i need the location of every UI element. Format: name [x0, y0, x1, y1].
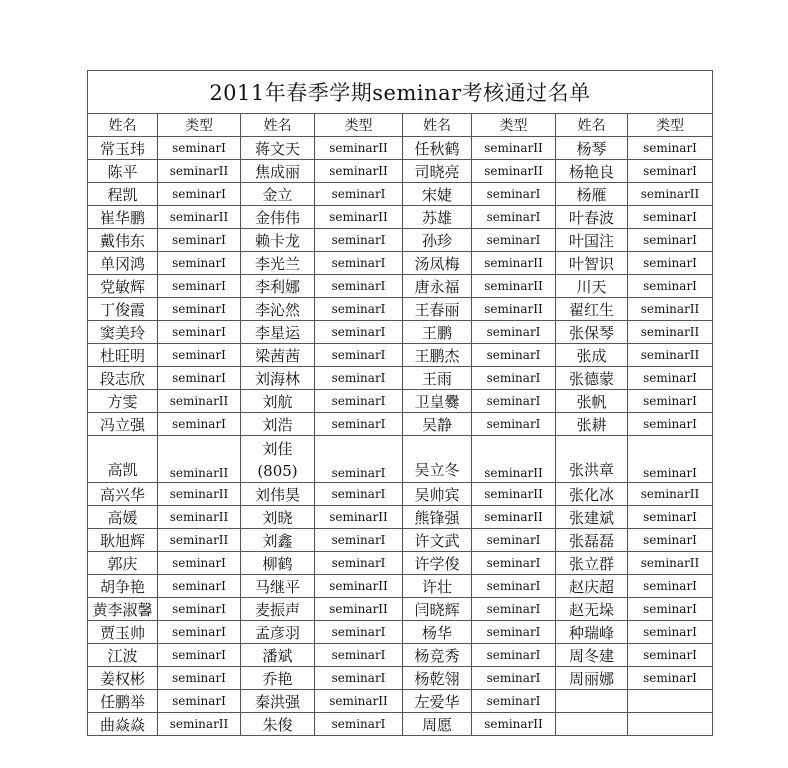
type-cell: seminarI [628, 598, 713, 621]
table-row [88, 621, 713, 644]
name-cell: 翟红生 [556, 298, 628, 321]
type-cell: seminarI [472, 667, 556, 690]
name-cell: 王雨 [403, 367, 472, 390]
name-cell: 吴静 [403, 413, 472, 436]
type-cell: seminarII [628, 321, 713, 344]
table-row [88, 275, 713, 298]
name-cell: 杨琴 [556, 137, 628, 160]
name-cell: 刘鑫 [241, 529, 315, 552]
table-row [88, 529, 713, 552]
type-cell: seminarI [315, 344, 403, 367]
type-cell: seminarI [315, 621, 403, 644]
name-cell: 姜权彬 [88, 667, 158, 690]
table-row [88, 390, 713, 413]
type-cell: seminarI [315, 644, 403, 667]
name-cell: 窦美玲 [88, 321, 158, 344]
name-cell: 朱俊 [241, 713, 315, 736]
header-name-2: 姓名 [241, 114, 315, 137]
table-row [88, 344, 713, 367]
name-cell: 乔艳 [241, 667, 315, 690]
type-cell: seminarI [628, 275, 713, 298]
name-cell: 王鹏杰 [403, 344, 472, 367]
name-cell: 张磊磊 [556, 529, 628, 552]
name-cell: 杨雁 [556, 183, 628, 206]
name-cell: 高兴华 [88, 483, 158, 506]
table-row [88, 206, 713, 229]
type-cell: seminarI [628, 529, 713, 552]
type-cell: seminarI [158, 621, 241, 644]
name-cell: 丁俊霞 [88, 298, 158, 321]
type-cell: seminarI [628, 667, 713, 690]
name-cell: 张保琴 [556, 321, 628, 344]
name-cell: 杨竞秀 [403, 644, 472, 667]
table-row [88, 667, 713, 690]
name-cell: 马继平 [241, 575, 315, 598]
type-cell: seminarI [158, 252, 241, 275]
name-cell: 卫皇爨 [403, 390, 472, 413]
name-cell: 吴立冬 [403, 436, 472, 483]
type-cell: seminarI [472, 229, 556, 252]
header-row [88, 114, 713, 137]
name-cell: 张洪章 [556, 436, 628, 483]
type-cell: seminarI [315, 252, 403, 275]
pass-list-table [87, 70, 713, 736]
name-cell: 党敏辉 [88, 275, 158, 298]
type-cell: seminarI [472, 644, 556, 667]
name-cell: 焦成丽 [241, 160, 315, 183]
name-cell: 杜旺明 [88, 344, 158, 367]
type-cell: seminarI [158, 598, 241, 621]
type-cell: seminarII [158, 390, 241, 413]
table-row [88, 483, 713, 506]
name-cell: 李星运 [241, 321, 315, 344]
name-cell: 刘晓 [241, 506, 315, 529]
type-cell: seminarI [628, 252, 713, 275]
type-cell: seminarII [158, 529, 241, 552]
name-cell: 川天 [556, 275, 628, 298]
type-cell: seminarI [158, 298, 241, 321]
type-cell: seminarI [472, 690, 556, 713]
table-row [88, 183, 713, 206]
type-cell: seminarII [472, 483, 556, 506]
name-cell: 司晓亮 [403, 160, 472, 183]
type-cell: seminarI [158, 575, 241, 598]
table-title: 2011年春季学期seminar考核通过名单 [88, 71, 713, 114]
name-cell: 苏雄 [403, 206, 472, 229]
name-cell: 贾玉帅 [88, 621, 158, 644]
name-cell: 许壮 [403, 575, 472, 598]
type-cell: seminarI [315, 483, 403, 506]
table-row [88, 690, 713, 713]
type-cell: seminarI [315, 229, 403, 252]
table-row [88, 298, 713, 321]
header-name-3: 姓名 [403, 114, 472, 137]
name-cell: 王鹏 [403, 321, 472, 344]
table-row [88, 644, 713, 667]
name-cell: 叶智识 [556, 252, 628, 275]
type-cell: seminarII [158, 206, 241, 229]
type-cell: seminarI [158, 275, 241, 298]
type-cell: seminarI [158, 367, 241, 390]
name-cell: 郭庆 [88, 552, 158, 575]
type-cell: seminarII [628, 298, 713, 321]
type-cell: seminarII [472, 506, 556, 529]
type-cell: seminarI [315, 183, 403, 206]
type-cell: seminarII [158, 160, 241, 183]
name-cell: 耿旭辉 [88, 529, 158, 552]
name-cell: 吴帅宾 [403, 483, 472, 506]
type-cell: seminarI [158, 344, 241, 367]
name-cell: 闫晓辉 [403, 598, 472, 621]
type-cell: seminarI [628, 160, 713, 183]
type-cell [628, 690, 713, 713]
table-row [88, 598, 713, 621]
name-cell: 刘海林 [241, 367, 315, 390]
table-row [88, 552, 713, 575]
name-cell: 周冬建 [556, 644, 628, 667]
name-cell: 柳鹤 [241, 552, 315, 575]
type-cell: seminarII [628, 552, 713, 575]
type-cell: seminarII [315, 206, 403, 229]
type-cell: seminarI [472, 344, 556, 367]
table-row [88, 367, 713, 390]
header-type-1: 类型 [158, 114, 241, 137]
type-cell: seminarI [628, 575, 713, 598]
header-type-4: 类型 [628, 114, 713, 137]
type-cell: seminarI [315, 390, 403, 413]
name-cell: 李光兰 [241, 252, 315, 275]
type-cell: seminarI [628, 621, 713, 644]
type-cell: seminarI [628, 390, 713, 413]
type-cell: seminarII [315, 575, 403, 598]
type-cell: seminarI [628, 206, 713, 229]
name-cell: 周愿 [403, 713, 472, 736]
type-cell: seminarI [628, 506, 713, 529]
type-cell: seminarI [315, 529, 403, 552]
type-cell: seminarI [472, 413, 556, 436]
name-cell: 曲焱焱 [88, 713, 158, 736]
type-cell: seminarI [472, 321, 556, 344]
type-cell: seminarII [472, 252, 556, 275]
type-cell: seminarI [315, 436, 403, 483]
name-cell: 刘航 [241, 390, 315, 413]
name-cell: 任秋鹤 [403, 137, 472, 160]
type-cell: seminarI [628, 367, 713, 390]
name-cell: 秦洪强 [241, 690, 315, 713]
type-cell: seminarII [628, 183, 713, 206]
type-cell: seminarII [158, 506, 241, 529]
type-cell: seminarI [315, 667, 403, 690]
name-cell: 麦振声 [241, 598, 315, 621]
header-type-3: 类型 [472, 114, 556, 137]
name-cell: 赵无垛 [556, 598, 628, 621]
name-cell: 王春丽 [403, 298, 472, 321]
name-cell: 左爱华 [403, 690, 472, 713]
type-cell: seminarII [158, 436, 241, 483]
name-cell: 张耕 [556, 413, 628, 436]
type-cell: seminarI [158, 690, 241, 713]
name-cell: 崔华鹏 [88, 206, 158, 229]
name-cell: 张成 [556, 344, 628, 367]
type-cell: seminarII [472, 160, 556, 183]
type-cell: seminarI [628, 229, 713, 252]
type-cell: seminarI [472, 552, 556, 575]
name-cell: 李沁然 [241, 298, 315, 321]
name-cell: 叶春波 [556, 206, 628, 229]
name-cell: 种瑞峰 [556, 621, 628, 644]
table-row [88, 713, 713, 736]
table-row [88, 506, 713, 529]
name-cell: 金立 [241, 183, 315, 206]
type-cell: seminarI [315, 321, 403, 344]
type-cell: seminarI [158, 667, 241, 690]
type-cell: seminarI [472, 183, 556, 206]
type-cell: seminarI [158, 183, 241, 206]
header-name-1: 姓名 [88, 114, 158, 137]
name-cell: 胡争艳 [88, 575, 158, 598]
name-cell: 熊锋强 [403, 506, 472, 529]
name-cell: 赖卡龙 [241, 229, 315, 252]
name-cell: 金伟伟 [241, 206, 315, 229]
name-cell: 张建斌 [556, 506, 628, 529]
name-cell: 许文武 [403, 529, 472, 552]
name-cell: 李利娜 [241, 275, 315, 298]
table-row [88, 137, 713, 160]
name-cell: 叶国注 [556, 229, 628, 252]
table-row [88, 229, 713, 252]
type-cell: seminarII [628, 483, 713, 506]
type-cell: seminarI [315, 275, 403, 298]
name-cell: 杨艳良 [556, 160, 628, 183]
name-cell: 许学俊 [403, 552, 472, 575]
name-cell: 唐永福 [403, 275, 472, 298]
type-cell: seminarII [472, 298, 556, 321]
name-cell: 常玉玮 [88, 137, 158, 160]
type-cell: seminarI [158, 552, 241, 575]
name-cell: 赵庆超 [556, 575, 628, 598]
type-cell: seminarII [315, 137, 403, 160]
name-cell: 孟彦羽 [241, 621, 315, 644]
table-row [88, 436, 713, 483]
table-body [88, 137, 713, 736]
type-cell: seminarII [472, 713, 556, 736]
name-cell: 杨华 [403, 621, 472, 644]
name-cell: 黄李淑馨 [88, 598, 158, 621]
table-row [88, 575, 713, 598]
type-cell: seminarII [158, 483, 241, 506]
type-cell: seminarI [158, 413, 241, 436]
type-cell: seminarI [472, 390, 556, 413]
type-cell [628, 713, 713, 736]
header-type-2: 类型 [315, 114, 403, 137]
name-cell: 张德蒙 [556, 367, 628, 390]
name-cell: 任鹏举 [88, 690, 158, 713]
name-cell: 周丽娜 [556, 667, 628, 690]
name-cell: 戴伟东 [88, 229, 158, 252]
name-cell: 方雯 [88, 390, 158, 413]
type-cell: seminarI [158, 229, 241, 252]
name-cell: 孙珍 [403, 229, 472, 252]
name-cell: 潘斌 [241, 644, 315, 667]
name-line: 刘佳 [262, 440, 293, 458]
name-line: (805) [257, 462, 298, 480]
table-row [88, 160, 713, 183]
table-row [88, 413, 713, 436]
name-cell: 张化冰 [556, 483, 628, 506]
type-cell: seminarII [472, 436, 556, 483]
type-cell: seminarII [315, 160, 403, 183]
type-cell: seminarI [315, 367, 403, 390]
name-cell: 宋婕 [403, 183, 472, 206]
type-cell: seminarI [315, 552, 403, 575]
type-cell: seminarI [472, 206, 556, 229]
name-cell: 杨乾翎 [403, 667, 472, 690]
name-cell: 张立群 [556, 552, 628, 575]
name-cell [241, 436, 315, 483]
type-cell: seminarI [472, 621, 556, 644]
type-cell: seminarII [472, 137, 556, 160]
type-cell: seminarI [628, 137, 713, 160]
name-cell: 刘浩 [241, 413, 315, 436]
type-cell: seminarI [158, 137, 241, 160]
type-cell: seminarI [315, 413, 403, 436]
type-cell: seminarII [628, 344, 713, 367]
type-cell: seminarI [472, 367, 556, 390]
type-cell: seminarII [315, 506, 403, 529]
type-cell: seminarI [158, 644, 241, 667]
name-cell: 冯立强 [88, 413, 158, 436]
type-cell: seminarII [315, 598, 403, 621]
name-cell [556, 690, 628, 713]
type-cell: seminarI [628, 413, 713, 436]
name-cell: 陈平 [88, 160, 158, 183]
name-cell: 刘伟昊 [241, 483, 315, 506]
name-cell: 汤凤梅 [403, 252, 472, 275]
name-cell: 段志欣 [88, 367, 158, 390]
table-row [88, 321, 713, 344]
type-cell: seminarII [472, 275, 556, 298]
name-cell: 蒋文天 [241, 137, 315, 160]
name-cell: 张帆 [556, 390, 628, 413]
type-cell: seminarI [315, 298, 403, 321]
name-cell: 程凯 [88, 183, 158, 206]
type-cell: seminarII [315, 690, 403, 713]
name-cell [556, 713, 628, 736]
type-cell: seminarI [315, 713, 403, 736]
name-cell: 江波 [88, 644, 158, 667]
type-cell: seminarII [158, 713, 241, 736]
name-cell: 高媛 [88, 506, 158, 529]
type-cell: seminarI [628, 436, 713, 483]
table-row [88, 252, 713, 275]
name-cell: 梁茜茜 [241, 344, 315, 367]
type-cell: seminarI [472, 575, 556, 598]
type-cell: seminarI [472, 529, 556, 552]
name-cell: 高凯 [88, 436, 158, 483]
header-name-4: 姓名 [556, 114, 628, 137]
type-cell: seminarI [628, 644, 713, 667]
type-cell: seminarI [158, 321, 241, 344]
type-cell: seminarI [472, 598, 556, 621]
name-cell: 单冈鸿 [88, 252, 158, 275]
